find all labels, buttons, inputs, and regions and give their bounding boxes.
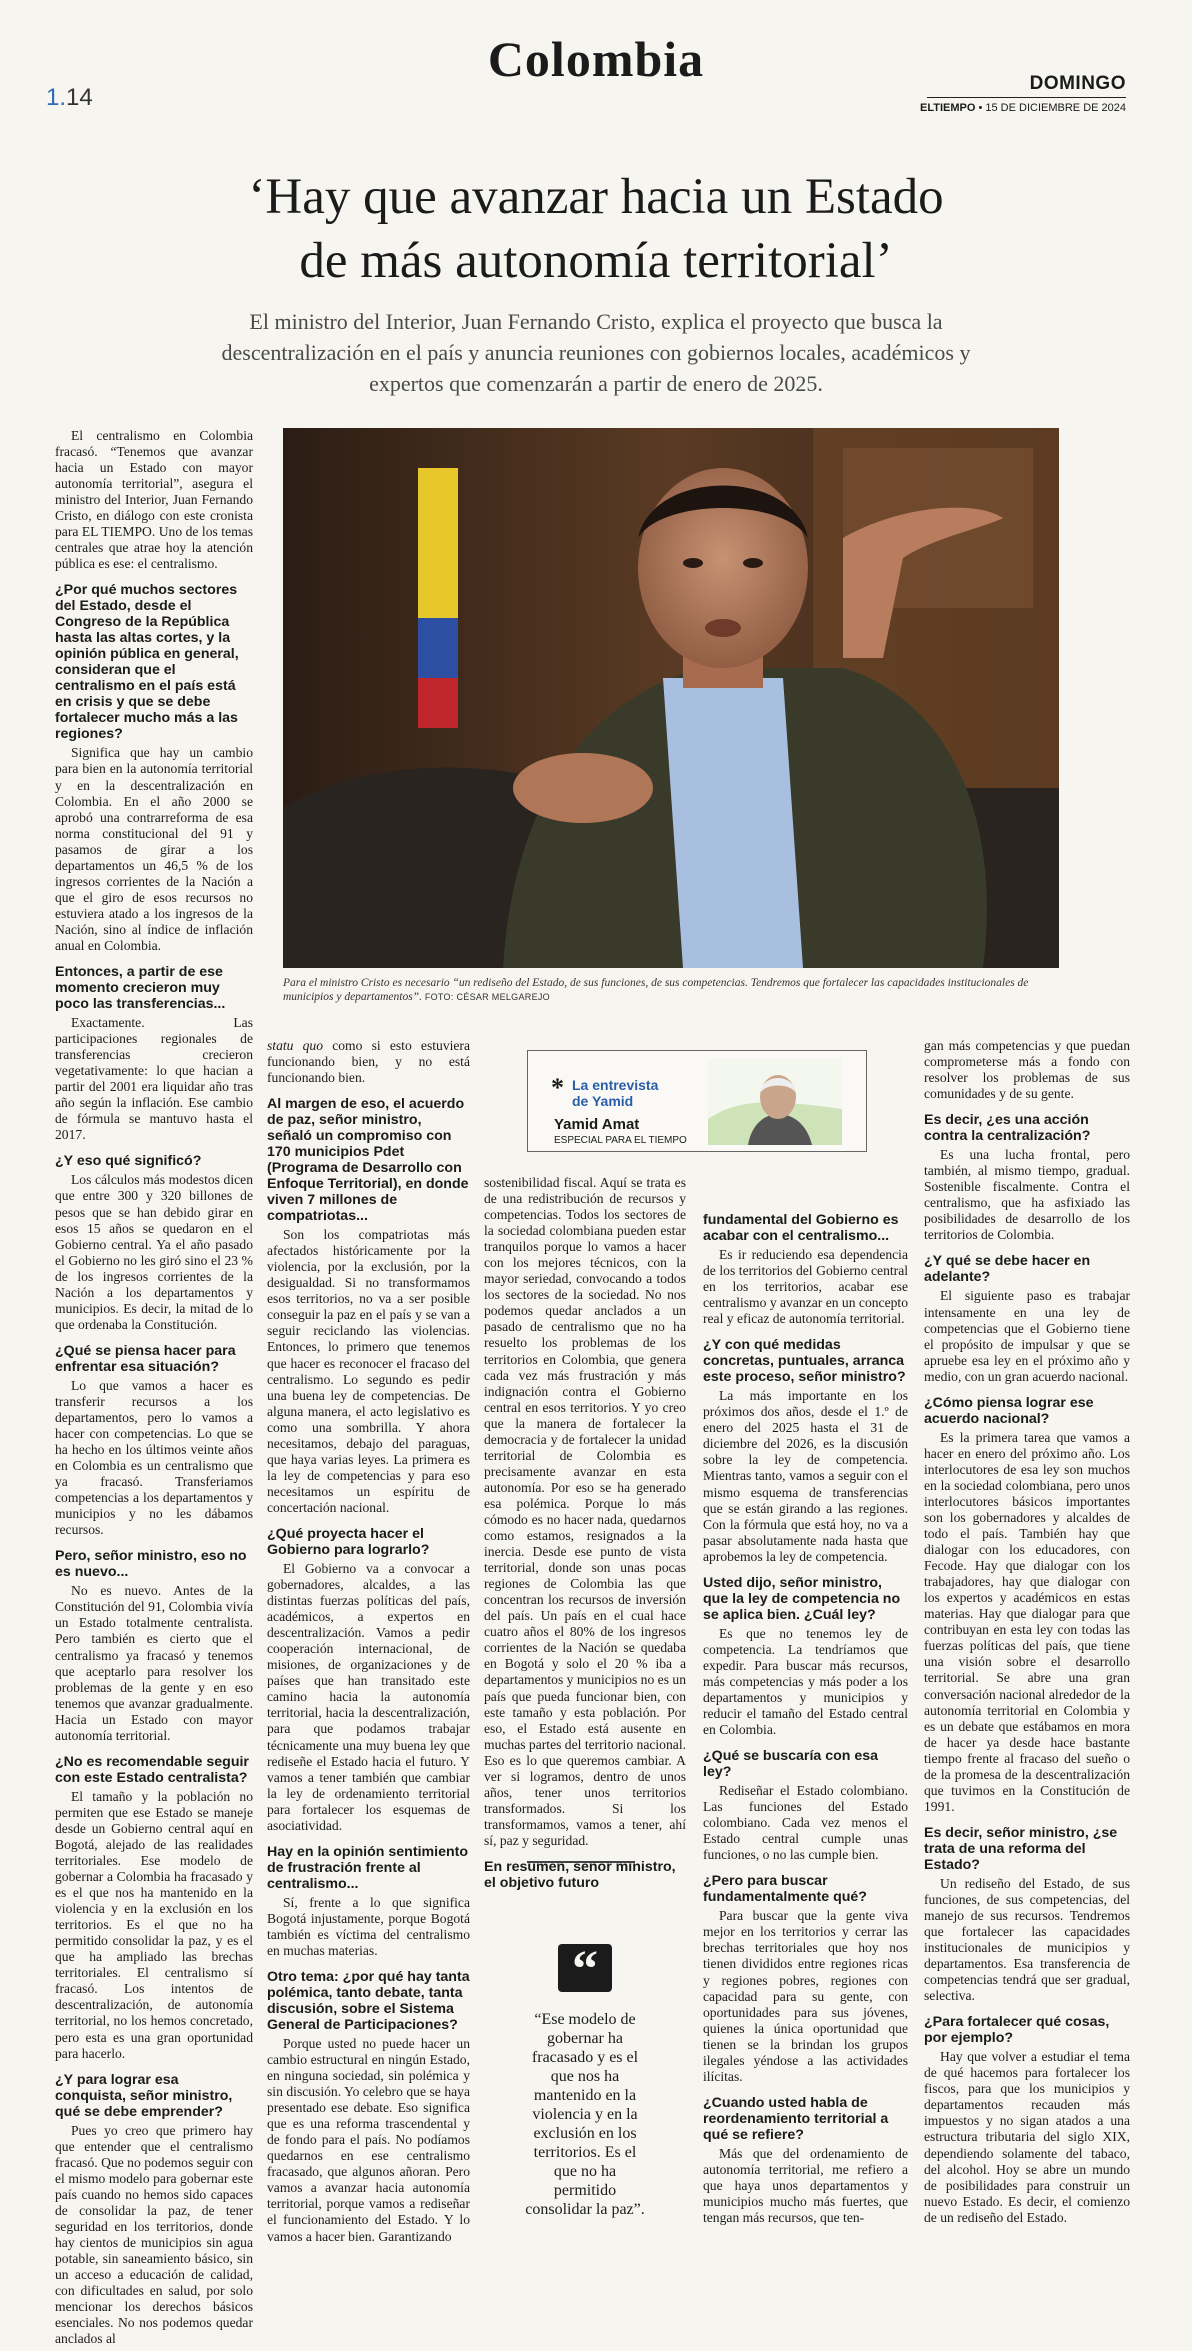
question: Entonces, a partir de ese momento crecieron muy poco las transferencias... bbox=[55, 964, 226, 1013]
question: ¿Qué proyecta hacer el Gobierno para lograrlo? bbox=[267, 1525, 430, 1558]
question: Pero, señor ministro, eso no es nuevo... bbox=[55, 1548, 247, 1581]
paragraph bbox=[267, 1038, 470, 1086]
section-title: Colombia bbox=[487, 31, 705, 87]
question: ¿Cuando usted habla de reordenamiento territorial a qué se refiere? bbox=[703, 2094, 889, 2143]
question: ¿Pero para buscar fundamentalmente qué? bbox=[703, 1873, 867, 1906]
question: Es decir, ¿es una acción contra la centralización? bbox=[924, 1112, 1091, 1145]
answer: Son los compatriotas más afectados históricamente por la violencia, por la exclusión, por la desigualdad. Si no transformamos esos territorios, no va a ser posible conseguir la paz en el país y se van a seguir reciclando las violencias. Entonces, lo primero que tenemos que hacer es reconocer el fracaso del centralismo. Lo segundo es pedir una buena ley de competencias. De alguna manera, el acto legislativo es como una sombrilla. Y ahora necesitamos, debajo del paraguas, que haya varias leyes. La primera es la ley de competencias y para eso necesitamos un espíritu de concertación nacional. bbox=[267, 1227, 470, 1515]
photo-credit: FOTO: CÉSAR MELGAREJO bbox=[424, 992, 550, 1002]
dateline-rule bbox=[927, 97, 1126, 98]
page-prefix: 1. bbox=[46, 84, 67, 111]
column-1 bbox=[55, 428, 253, 2351]
answer: Porque usted no puede hacer un cambio estructural en ningún Estado, en ninguna sociedad, sin polémica y sin discusión. Yo celebro que se haya presentado ese debate. Eso significa que es una reforma trascendental y de fondo para el país. No podíamos quedarnos en ese centralismo fracasado, que algunos añoran. Pero vamos a avanzar hacia autonomía territorial, porque vamos a rediseñar el funcionamiento del Estado. Y lo vamos a hacer bien. Garantizando bbox=[267, 2035, 470, 2244]
question: En resumen, señor ministro, el objetivo futuro bbox=[484, 1858, 676, 1891]
column-4 bbox=[703, 1212, 908, 2230]
question: Es decir, señor ministro, ¿se trata de una reforma del Estado? bbox=[924, 1824, 1118, 1873]
answer: Más que del ordenamiento de autonomía territorial, me refiero a que haya unos departamentos y municipios mucho más fuertes, que tengan más recursos, que ten- bbox=[703, 2145, 908, 2226]
answer: El tamaño y la población no permiten que ese Estado se maneje desde un Gobierno central aquí en Bogotá, alejado de las realidades territoriales. Ese modelo de gobernar a Colombia ha fracasado y es el que nos ha mantenido en la violencia y en la exclusión en los territorios. Es el que no ha permitido consolidar la paz, y es el que ha ampliado las brechas territoriales. El centralismo sí fracasó. Los intentos de descentralización, de autonomía territorial, no los hemos concretado, pero esta es una gran oportunidad para hacerlo. bbox=[55, 1788, 253, 2061]
answer: Es una lucha frontal, pero también, al mismo tiempo, gradual. Sostenible fiscalmente. Contra el centralismo, que ha asfixiado las posibilidades de desarrollo de los territorios de Colombia. bbox=[924, 1147, 1130, 1243]
answer: Sí, frente a lo que significa Bogotá injustamente, porque Bogotá también es víctima del centralismo en muchas materias. bbox=[267, 1894, 470, 1958]
caption-text: Para el ministro Cristo es necesario “un rediseño del Estado, de sus funciones, de sus competencias. Tendremos que fortalecer las capacidades institucionales de municipios y departamentos”. bbox=[283, 977, 1029, 1003]
issue-date: • 15 DE DICIEMBRE DE 2024 bbox=[975, 102, 1126, 114]
svg-text:“: “ bbox=[572, 1944, 598, 1992]
answer: Los cálculos más modestos dicen que entre 300 y 320 billones de pesos que se han debido girar en esos 15 años se quedaron en el Gobierno central. Ya el año pasado el Gobierno no les giró sino el 23 % de los ingresos corrientes de la Nación a los departamentos y municipios. Es decir, la mitad de lo que ordenaba la Constitución. bbox=[55, 1172, 253, 1332]
author-name: Yamid Amat bbox=[554, 1116, 640, 1133]
answer: Es la primera tarea que vamos a hacer en enero del próximo año. Los interlocutores de esa ley son muchos en la sociedad colombiana, pero unos interlocutores básicos importantes son los gobernadores y alcaldes de todo el país. También hay que dialogar con los educadores, con Fecode. Hay que dialogar con los trabajadores, hay que dialogar con los expertos y académicos en estas materias. Hay que dialogar para que contribuyan en esta ley con todas las fuerzas políticas del país, que tiene una visión sobre el desarrollo territorial. Se abre una gran conversación nacional alrededor de la autonomía territorial en Colombia y es un debate que estábamos en mora de hacer ya desde hace bastante tiempo frente al fracaso del sueño o de la promesa de la descentralización que tuvimos en la Constitución de 1991. bbox=[924, 1429, 1130, 1814]
newspaper-name: ELTIEMPO bbox=[920, 102, 976, 114]
paragraph: sostenibilidad fiscal. Aquí se trata es de una redistribución de recursos y competencias. Todos los sectores de la sociedad colombiana pueden estar tranquilos porque lo vamos a hacer con los mejores técnicos, con la mayor seriedad, convocando a todos los sectores de la sociedad. No nos podemos quedar anclados a un pasado de centralismo que no ha resuelto los problemas de los territorios en Colombia, que genera cada vez más frustración y más indignación contra el Gobierno central en esos territorios. Y yo creo que la manera de fortalecer la democracia y de fortalecer la unidad territorial de Colombia es precisamente avanzar en esta autonomía. Por eso se ha generado esa polémica. Porque lo más cómodo es no hacer nada, quedarnos como estamos, resignados a la inercia. Desde ese punto de vista territorial, donde son unas pocas regiones de Colombia las que concentran los recursos de inversión del país. Un país en el cual hace cuatro años el 80% de los ingresos corrientes de la Nación se quedaba en Bogotá y solo el 20 % iba a departamentos y municipios no es un país que pueda funcionar bien, con este tamaño y esta población. Por eso, el Estado está ausente en muchas partes del territorio nacional. Eso es lo que queremos cambiar. A ver si logramos, dentro de unos años, tener unos territorios transformados. Si los transformamos, vamos a tener, ahí sí, paz y seguridad. bbox=[484, 1175, 686, 1848]
answer: Pues yo creo que primero hay que entender que el centralismo fracasó. Que no podemos seguir con el mismo modelo para gobernar este país cuando no hemos sido capaces de consolidar la paz, de tener seguridad en los territorios, donde hay cientos de municipios sin agua potable, sin saneamiento básico, sin un acceso a educación de calidad, con dificultades en salud, por solo mencionar los derechos básicos esenciales. No nos podemos quedar anclados al bbox=[55, 2122, 253, 2347]
question: ¿Para fortalecer qué cosas, por ejemplo? bbox=[924, 2014, 1110, 2047]
headline-line: ‘Hay que avanzar hacia un Estado bbox=[248, 169, 944, 225]
interview-label-line: La entrevista bbox=[572, 1077, 659, 1093]
answer: Rediseñar el Estado colombiano. Las funciones del Estado colombiano. Cada vez menos el Estado central cumple unas funciones, o no las cumple bien. bbox=[703, 1783, 908, 1863]
headline bbox=[120, 165, 1072, 293]
weekday-label: DOMINGO bbox=[1029, 73, 1126, 94]
paragraph: El centralismo en Colombia fracasó. “Tenemos que avanzar hacia un Estado con mayor autonomía territorial”, asegura el ministro del Interior, Juan Fernando Cristo, en diálogo con este cronista para EL TIEMPO. Uno de los temas centrales que atrae hoy la atención pública es ese: el centralismo. bbox=[55, 428, 253, 572]
column-5 bbox=[924, 1038, 1130, 2230]
question: ¿Qué se buscaría con esa ley? bbox=[703, 1748, 879, 1781]
dateline bbox=[920, 102, 1126, 114]
question: ¿Y para lograr esa conquista, señor ministro, qué se debe emprender? bbox=[55, 2071, 233, 2120]
answer: Es que no tenemos ley de competencia. La tendríamos que expedir. Para buscar más recursos, más competencias y más poder a los departamentos y municipios y reducir el tamaño del Estado central en Colombia. bbox=[703, 1625, 908, 1738]
question: fundamental del Gobierno es acabar con el centralismo... bbox=[703, 1212, 899, 1244]
pull-quote-rule bbox=[527, 1861, 635, 1863]
answer: La más importante en los próximos dos años, desde el 1.º de enero del 2025 hasta el 31 de diciembre del 2026, es la discusión sobre la ley de competencia. Mientras tanto, vamos a seguir con el mismo esquema de transferencias que se están girando a las regiones. Con la fórmula que está hoy, no va a pasar absolutamente nada hasta que aprobemos la ley de competencia. bbox=[703, 1388, 908, 1564]
question: Otro tema: ¿por qué hay tanta polémica, tanto debate, tanta discusión, sobre el Sistema General de Participaciones? bbox=[267, 1968, 470, 2033]
question: ¿Por qué muchos sectores del Estado, desde el Congreso de la República hasta las altas cortes, y la opinión pública en general, consideran que el centralismo en el país está en crisis y que se debe fortalecer mucho más a las regiones? bbox=[55, 582, 239, 743]
page-number bbox=[46, 84, 93, 112]
answer: Significa que hay un cambio para bien en la autonomía territorial y en la descentralización en Colombia. En el año 2000 se aprobó una contrarreforma de esa norma constitucional del 91 y pasamos de girar a los departamentos un 46,5 % de los ingresos corrientes de la Nación a que el giro de esos recursos no estuviera atado a los ingresos de la Nación, sino al índice de inflación anual en Colombia. bbox=[55, 745, 253, 953]
question: ¿Cómo piensa lograr ese acuerdo nacional? bbox=[924, 1394, 1094, 1427]
column-3 bbox=[484, 1175, 686, 1894]
answer: Hay que volver a estudiar el tema de qué hacemos para fortalecer los fiscos, para que los municipios y departamentos recauden más impuestos y no sigan atados a una estructura tributaria del siglo XIX, dependiendo solamente del tabaco, del alcohol. Hoy se abre un mundo de posibilidades para construir un nuevo Estado. Es decir, el comienzo de un rediseño del Estado. bbox=[924, 2049, 1130, 2225]
question: ¿Y con qué medidas concretas, puntuales, arranca este proceso, señor ministro? bbox=[703, 1337, 906, 1386]
minister-photo-illustration bbox=[283, 428, 1059, 968]
author-portrait bbox=[708, 1059, 842, 1145]
lede: El ministro del Interior, Juan Fernando Cristo, explica el proyecto que busca la descentralización en el país y anuncia reuniones con gobiernos locales, académicos y expertos que comenzarán a partir de enero de 2025. bbox=[221, 309, 971, 396]
headline-line: de más autonomía territorial’ bbox=[299, 233, 893, 289]
quote-icon bbox=[558, 1944, 612, 1992]
interview-label bbox=[572, 1077, 658, 1109]
author-role: ESPECIAL PARA EL TIEMPO bbox=[554, 1135, 687, 1146]
interview-label-line: de Yamid bbox=[572, 1093, 634, 1109]
question: Usted dijo, señor ministro, que la ley de competencia no se aplica bien. ¿Cuál ley? bbox=[703, 1574, 901, 1623]
answer: El Gobierno va a convocar a gobernadores, alcaldes, a las distintas fuerzas políticas del país, académicos, a expertos en descentralización. Vamos a pedir cooperación internacional, de misiones, de organizaciones y de países que han transitado este camino hacia la autonomía territorial, hacia la descentralización, para que podamos trabajar técnicamente una muy buena ley que rediseñe el Estado hacia el futuro. Y vamos a tener también que cambiar la ley de ordenamiento territorial para fortalecer los esquemas de asociatividad. bbox=[267, 1560, 470, 1833]
paragraph-text: como si esto estuviera funcionando bien, y no está funcionando bien. bbox=[267, 1038, 470, 1086]
answer: El siguiente paso es trabajar intensamente en una ley de competencias que el Gobierno tiene el propósito de impulsar y que se apruebe esa ley en el próximo año y medio, con un gran acuerdo nacional. bbox=[924, 1288, 1130, 1384]
question: Al margen de eso, el acuerdo de paz, señor ministro, señaló un compromiso con 170 municipios Pdet (Programa de Desarrollo con Enfoque Territorial), en donde viven 7 millones de compatriotas... bbox=[267, 1096, 469, 1225]
question: Hay en la opinión sentimiento de frustración frente al centralismo... bbox=[267, 1843, 469, 1892]
question: ¿No es recomendable seguir con este Estado centralista? bbox=[55, 1753, 249, 1786]
question: ¿Qué se piensa hacer para enfrentar esa situación? bbox=[55, 1342, 236, 1375]
answer: Un rediseño del Estado, de sus funciones, de sus competencias, del manejo de sus recursos. Tendremos que fortalecer las capacidades institucionales de municipios y departamentos. Esa transferencia de competencias tendrá que ser gradual, selectiva. bbox=[924, 1875, 1130, 2004]
answer: Exactamente. Las participaciones regionales de transferencias crecieron vegetativamente: lo que hacian a partir del 2001 era liquidar año tras año según la inflación. Ese cambio de fórmula se mantuvo hasta el 2017. bbox=[55, 1015, 253, 1143]
page-number-value: 14 bbox=[66, 84, 93, 111]
answer: No es nuevo. Antes de la Constitución del 91, Colombia vivía un Estado totalmente centralista. Pero también es cierto que el centralismo ya fracasó y tenemos que aceptarlo para resolver los problemas de la gente y en eso tenemos que avanzar gradualmente. Hacia un Estado con mayor autonomía territorial. bbox=[55, 1583, 253, 1743]
italic-phrase: statu quo bbox=[267, 1038, 324, 1053]
answer: Es ir reduciendo esa dependencia de los territorios del Gobierno central en los territorios, acabar ese centralismo y avanzar en un concepto real y eficaz de autonomía territorial. bbox=[703, 1247, 908, 1327]
question: ¿Y eso qué significó? bbox=[55, 1153, 202, 1170]
answer: Lo que vamos a hacer es transferir recursos a los departamentos, pero lo vamos a hacer con competencias. Lo que se ha hecho en los últimos veinte años en Colombia es un centralismo que ya fracasó. Transferiamos competencias a los departamentos y municipios y no les dábamos recursos. bbox=[55, 1377, 253, 1538]
question: ¿Y qué se debe hacer en adelante? bbox=[924, 1253, 1091, 1286]
photo-caption bbox=[283, 976, 1059, 1004]
pull-quote: “Ese modelo de gobernar ha fracasado y es el que nos ha mantenido en la violencia y en la exclusión en los territorios. Es el que no ha permitido consolidar la paz”. bbox=[525, 2011, 645, 2218]
minister-photo bbox=[283, 428, 1059, 968]
column-2 bbox=[267, 1038, 470, 2249]
interview-box bbox=[527, 1050, 867, 1152]
asterisk-icon: * bbox=[551, 1073, 564, 1102]
paragraph: gan más competencias y que puedan comprometerse más a fondo con resolver los problemas de sus comunidades y de su gente. bbox=[924, 1038, 1130, 1102]
answer: Para buscar que la gente viva mejor en los territorios y cerrar las brechas territoriales que hoy nos tienen divididos entre regiones ricas y regiones pobres, regiones con capacidad para su gente, con oportunidades para sus jóvenes, quienes la única oportunidad que tienen se la brindan los grupos ilegales yéndose a las actividades ilícitas. bbox=[703, 1908, 908, 2084]
